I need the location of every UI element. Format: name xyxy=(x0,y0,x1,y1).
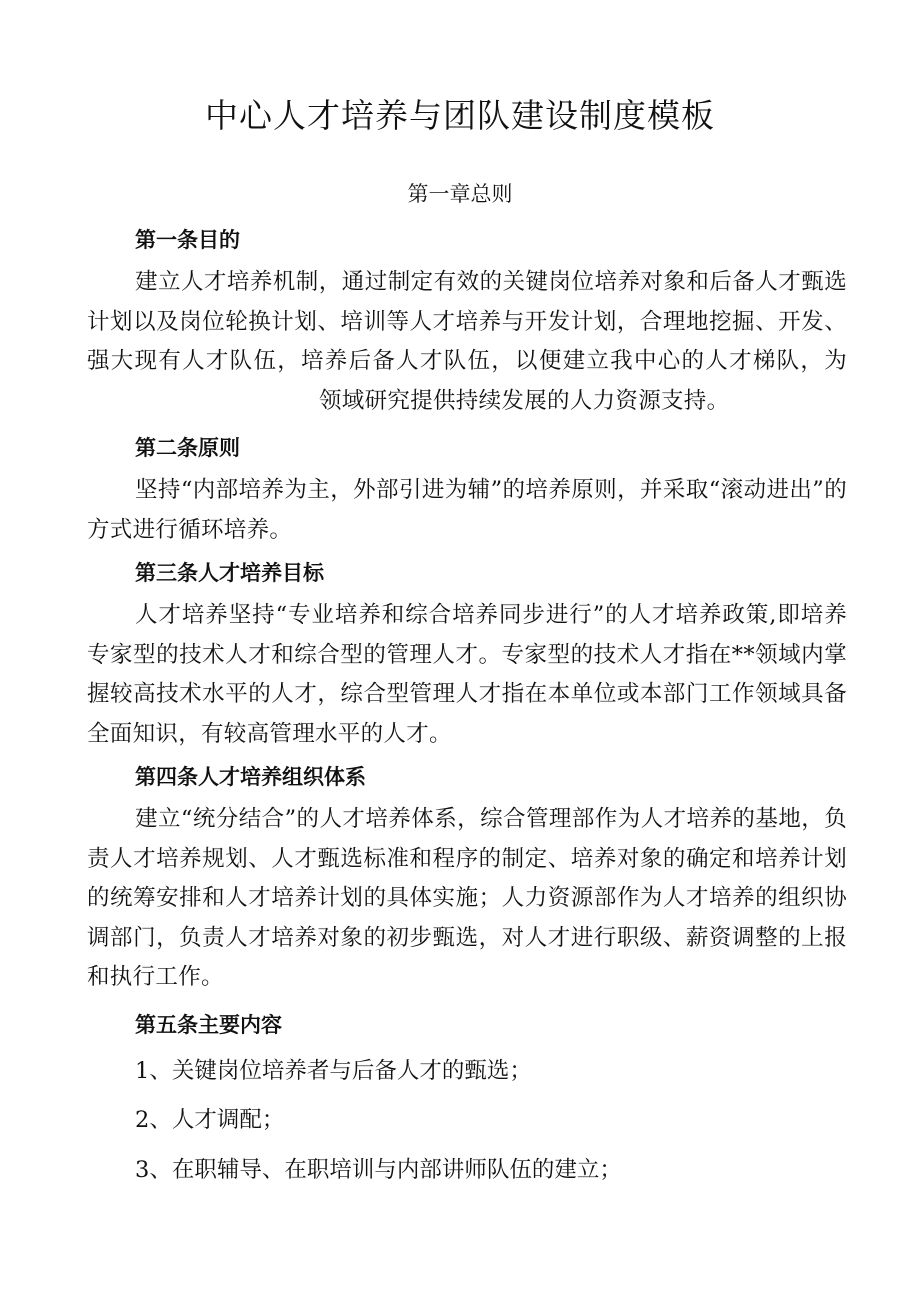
paragraph-text-prefix: 建立人才培养机制，通过制定有效的关键岗位培养对象和后备人才甄选计划以及岗位轮换计划、培训等人才培养与开发计划，合理地挖掘、开发、强大现有人才队伍，培养后备人才队伍，以便建立我中心的人才梯队，为 xyxy=(87,269,847,374)
article-paragraph: 人才培养坚持“专业培养和综合培养同步进行”的人才培养政策,即培养专家型的技术人才和综合型的管理人才。专家型的技术人才指在**领域内掌握较高技术水平的人才，综合型管理人才指在本单位或本部门工作领域具备全面知识，有较高管理水平的人才。 xyxy=(87,602,847,747)
document-body xyxy=(87,223,847,1190)
article-heading: 第二条原则 xyxy=(135,436,240,460)
article-heading: 第五条主要内容 xyxy=(135,1012,282,1037)
article-heading: 第三条人才培养目标 xyxy=(135,561,324,585)
article-paragraph: 建立“统分结合”的人才培养体系，综合管理部作为人才培养的基地，负责人才培养规划、人才甄选标准和程序的制定、培养对象的确定和培养计划的统筹安排和人才培养计划的具体实施；人力资源部作为人才培养的组织协调部门，负责人才培养对象的初步甄选，对人才进行职级、薪资调整的上报和执行工作。 xyxy=(87,806,847,990)
article-paragraph xyxy=(87,263,847,421)
list-item: 1、关键岗位培养者与后备人才的甄选； xyxy=(135,1057,532,1084)
article-paragraph: 坚持“内部培养为主，外部引进为辅”的培养原则，并采取“滚动进出”的方式进行循环培养。 xyxy=(87,477,847,543)
document-title: 中心人才培养与团队建设制度模板 xyxy=(205,96,715,135)
list-item: 2、人才调配； xyxy=(135,1107,285,1133)
list-item: 3、在职辅导、在职培训与内部讲师队伍的建立； xyxy=(135,1156,622,1183)
chapter-heading: 第一章总则 xyxy=(407,182,513,206)
paragraph-text-suffix: 领域研究提供持续发展的人力资源支持。 xyxy=(319,387,730,414)
article-heading: 第四条人才培养组织体系 xyxy=(135,765,366,789)
article-heading: 第一条目的 xyxy=(135,228,240,252)
